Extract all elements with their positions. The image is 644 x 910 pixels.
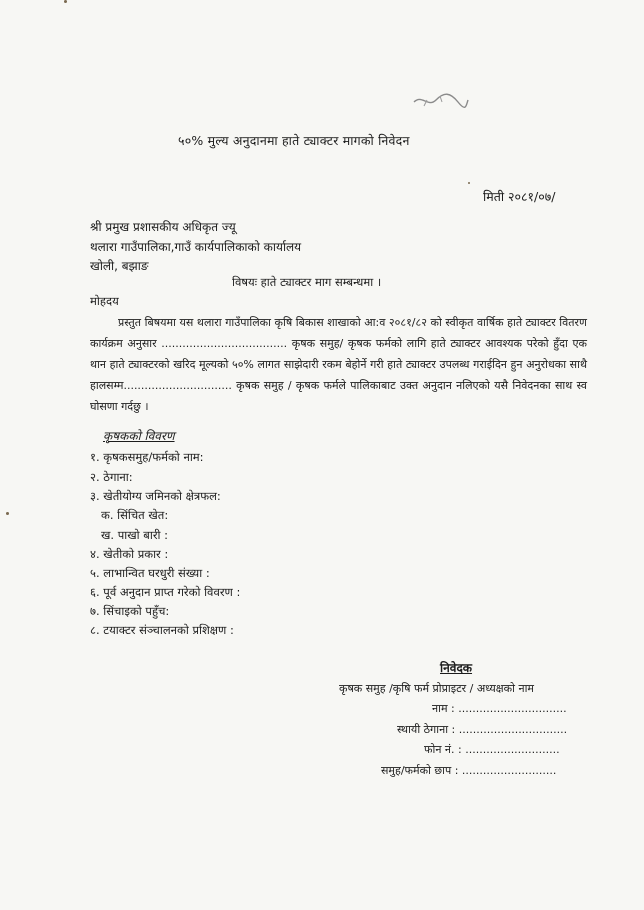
paper-speck [6, 512, 9, 515]
applicant-role: कृषक समुह /कृषि फर्म प्रोप्राइटर / अध्यक्षको नाम [339, 682, 535, 695]
paper-speck [468, 182, 470, 184]
body-paragraph [90, 312, 587, 417]
scribble-mark [410, 88, 470, 114]
field-tractor-training: ८. टयाक्टर संञ्चालनको प्रशिक्षण : [90, 623, 234, 637]
address-office: थलारा गाउँपालिका,गाउँ कार्यपालिकाको कार्यालय [90, 240, 302, 254]
body-text: प्रस्तुत बिषयमा यस थलारा गाउँपालिका कृषि बिकास शाखाको आ:व २०८१/८२ को स्वीकृत वार्षिक हाते ट्याक्टर वितरण कार्यक्रम अनुसार .................................... कृषक समुह/ कृषक फर्मको लागि हाते ट्याक्टर आवश्यक परेको हुँदा एक थान हाते ट्याक्टरको खरिद मूल्यको ५०% लागत साझेदारी रकम बेहोर्ने गरी हाते ट्याक्टर उपलब्ध गराईदिन हुन अनुरोधका साथै हालसम्म............................... कृषक समुह / कृषक फर्मले पालिकाबाट उक्त अनुदान नलिएको यसै निवेदनका साथ स्व घोसणा गर्दछु । [90, 316, 587, 413]
field-households: ५. लाभान्वित घरधुरी संख्या : [90, 566, 210, 580]
applicant-name-line: नाम : ............................... [432, 702, 567, 715]
paper-speck [64, 0, 67, 3]
section-title: कृषकको विवरण [103, 429, 175, 443]
field-previous-grant: ६. पूर्व अनुदान प्राप्त गरेको विवरण : [90, 585, 241, 599]
applicant-phone-line: फोन नं. : ........................... [424, 743, 560, 756]
salutation: मोहदय [90, 294, 119, 308]
field-group-name: १. कृषकसमुह/फर्मको नाम: [90, 450, 204, 464]
field-land-area: ३. खेतीयोग्य जमिनको क्षेत्रफल: [90, 489, 221, 503]
document-title: ५०% मुल्य अनुदानमा हाते ट्याक्टर मागको निवेदन [178, 133, 410, 148]
field-irrigation-access: ७. सिंचाइको पहुँच: [90, 604, 170, 618]
address-recipient: श्री प्रमुख प्रशासकीय अधिकृत ज्यू [90, 220, 236, 234]
address-location: खोली, बझाङ [90, 259, 149, 273]
field-irrigated-land: क. सिंचित खेत: [101, 508, 169, 522]
subject-line: विषयः हाते ट्याक्टर माग सम्बन्धमा । [232, 275, 382, 289]
applicant-address-line: स्थायी ठेगाना : ............................... [397, 723, 568, 736]
field-address: २. ठेगाना: [90, 470, 133, 484]
field-dry-land: ख. पाखो बारी : [101, 528, 169, 542]
field-farming-type: ४. खेतीको प्रकार : [90, 547, 169, 561]
date-line: मिती २०८१/०७/ [483, 189, 556, 204]
applicant-heading: निवेदक [440, 661, 473, 675]
applicant-stamp-line: समुह/फर्मको छाप : ........................... [381, 764, 557, 777]
